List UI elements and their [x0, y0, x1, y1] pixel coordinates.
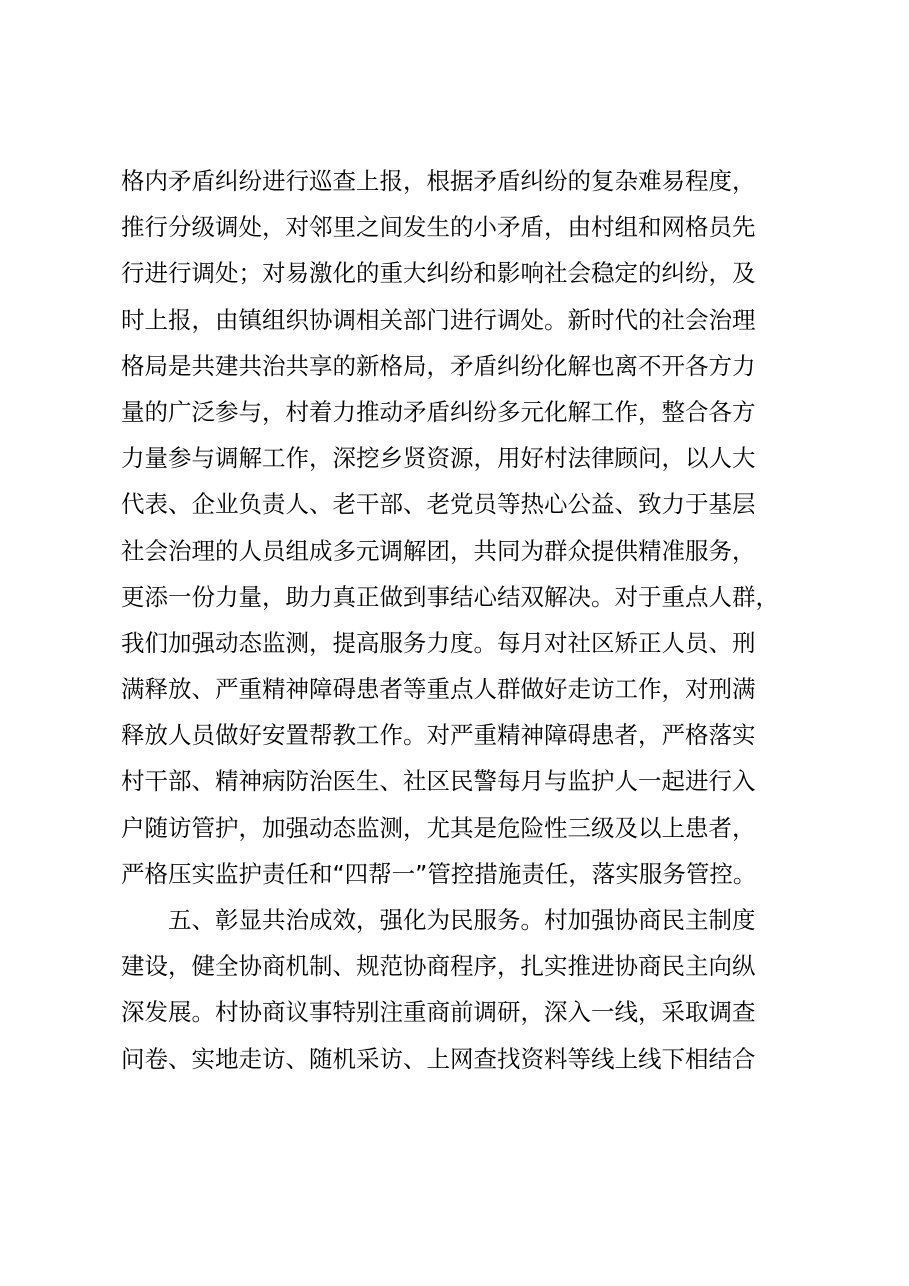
text-line: 五、彰显共治成效，强化为民服务。村加强协商民主制度	[168, 906, 756, 934]
text-line: 格内矛盾纠纷进行巡查上报，根据矛盾纠纷的复杂难易程度，	[121, 167, 756, 195]
text-line: 释放人员做好安置帮教工作。对严重精神障碍患者，严格落实	[121, 721, 756, 750]
text-line: 推行分级调处，对邻里之间发生的小矛盾，由村组和网格员先	[121, 213, 756, 242]
body-text	[121, 158, 821, 1082]
paragraph	[121, 897, 821, 1082]
text-line: 时上报，由镇组织协调相关部门进行调处。新时代的社会治理	[121, 305, 756, 334]
text-line: 满释放、严重精神障碍患者等重点人群做好走访工作，对刑满	[121, 675, 756, 704]
paragraph	[121, 158, 821, 897]
text-line: 量的广泛参与，村着力推动矛盾纠纷多元化解工作，整合各方	[121, 397, 756, 426]
text-line: 深发展。村协商议事特别注重商前调研，深入一线，采取调查	[121, 998, 756, 1027]
text-line: 建设，健全协商机制、规范协商程序，扎实推进协商民主向纵	[121, 952, 756, 981]
text-line: 严格压实监护责任和“四帮一”管控措施责任，落实服务管控。	[121, 859, 757, 888]
text-line: 户随访管护，加强动态监测，尤其是危险性三级及以上患者，	[121, 813, 756, 842]
text-line: 我们加强动态监测，提高服务力度。每月对社区矫正人员、刑	[121, 628, 756, 657]
text-line: 格局是共建共治共享的新格局，矛盾纠纷化解也离不开各方力	[121, 351, 756, 380]
text-line: 代表、企业负责人、老干部、老党员等热心公益、致力于基层	[121, 490, 756, 519]
text-line: 问卷、实地走访、随机采访、上网查找资料等线上线下相结合	[121, 1044, 756, 1073]
text-line: 更添一份力量，助力真正做到事结心结双解决。对于重点人群，	[121, 582, 779, 611]
text-line: 社会治理的人员组成多元调解团，共同为群众提供精准服务，	[121, 536, 756, 565]
text-line: 村干部、精神病防治医生、社区民警每月与监护人一起进行入	[121, 767, 756, 796]
text-line: 行进行调处；对易激化的重大纠纷和影响社会稳定的纠纷，及	[121, 259, 756, 288]
text-line: 力量参与调解工作，深挖乡贤资源，用好村法律顾问，以人大	[121, 444, 756, 473]
